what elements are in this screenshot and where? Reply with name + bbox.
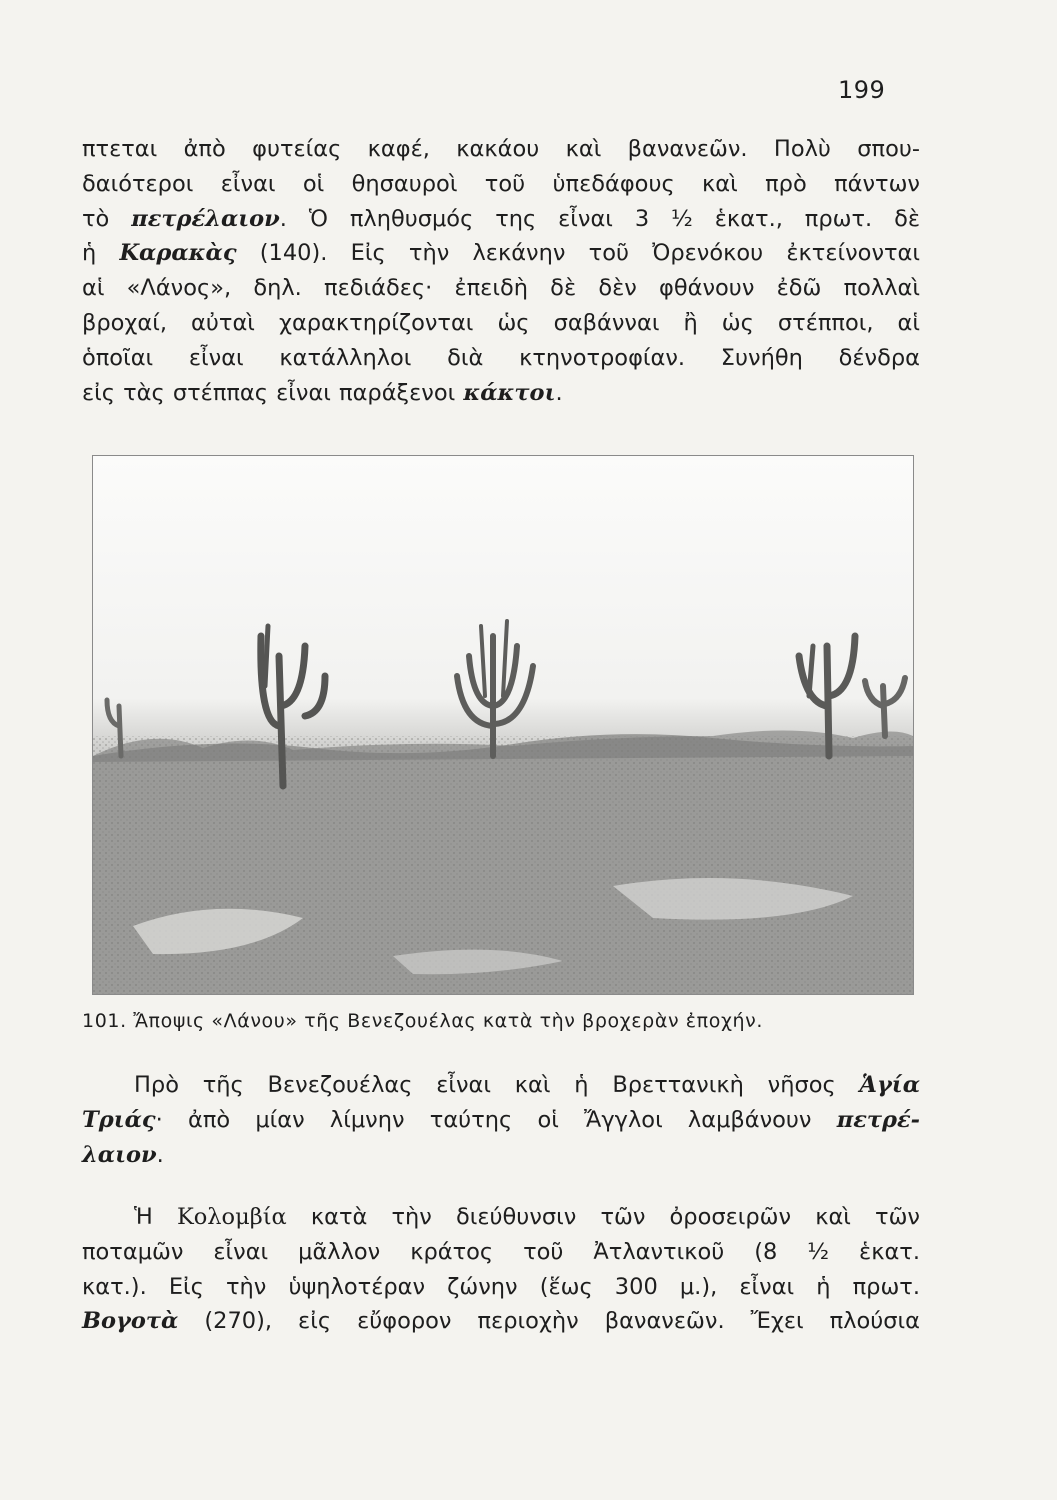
cactus <box>865 678 905 736</box>
text-run: · ἀπὸ μίαν λίμνην ταύτης οἱ Ἄγγλοι λαμβάνουν <box>155 1106 812 1133</box>
text-run: (270), εἰς εὔφορον περιοχὴν βανανεῶν. Ἔχει πλούσια <box>204 1308 920 1335</box>
text-run: κατὰ τὴν διεύθυνσιν τῶν ὀροσειρῶν καὶ τῶν <box>310 1204 920 1230</box>
text-run: Πρὸ τῆς Βενεζουέλας εἶναι καὶ ἡ Βρεττανικὴ νῆσος <box>134 1072 836 1098</box>
photo-illustration <box>93 456 913 994</box>
text-run: τὸ <box>82 205 110 232</box>
text-line: κατ.). Εἰς τὴν ὑψηλοτέραν ζώνην (ἕως 300 μ.), εἶναι ἡ πρωτ. <box>82 1273 920 1300</box>
emphasis-petroleum: πετρέ- <box>836 1106 920 1133</box>
text-line <box>82 202 920 237</box>
emphasis-caracas: Καρακὰς <box>119 240 237 267</box>
figure-caption: 101. Ἄποψις «Λάνου» τῆς Βενεζουέλας κατὰ τὴν βροχερὰν ἐποχήν. <box>82 1010 764 1032</box>
paragraph-1 <box>82 132 920 410</box>
emphasis-bogota: Βογοτὰ <box>82 1308 179 1335</box>
text-line <box>82 1138 920 1173</box>
text-line: δαιότεροι εἶναι οἱ θησαυροὶ τοῦ ὑπεδάφους καὶ πρὸ πάντων <box>82 170 920 197</box>
text-run: ἡ <box>82 240 97 267</box>
text-run: . Ὁ πληθυσμός της εἶναι 3 ½ ἑκατ., πρωτ. δὲ <box>279 205 920 232</box>
emphasis-petroleum: πετρέλαιον <box>131 205 280 232</box>
text-run: Ἡ <box>134 1204 153 1230</box>
text-run: . <box>555 379 563 406</box>
text-line: βροχαί, αὐταὶ χαρακτηρίζονται ὡς σαβάνναι ἢ ὡς στέπποι, αἱ <box>82 309 920 336</box>
text-run: (140). Εἰς τὴν λεκάνην τοῦ Ὀρενόκου ἐκτείνονται <box>259 240 921 267</box>
text-run: . <box>156 1141 164 1168</box>
paragraph-2 <box>82 1068 920 1172</box>
country-name-colombia: Κολομβία <box>176 1204 287 1230</box>
emphasis-trinidad: Ἁγία <box>859 1072 921 1098</box>
text-line <box>82 1103 920 1138</box>
text-line <box>82 236 920 271</box>
paragraph-3 <box>82 1200 920 1339</box>
text-line: ὁποῖαι εἶναι κατάλληλοι διὰ κτηνοτροφίαν. Συνήθη δένδρα <box>82 344 920 371</box>
text-run: εἰς τὰς στέππας εἶναι παράξενοι <box>82 379 456 406</box>
emphasis-cacti: κάκτοι <box>463 379 556 406</box>
text-line: πτεται ἀπὸ φυτείας καφέ, κακάου καὶ βανανεῶν. Πολὺ σπου- <box>82 136 920 162</box>
page-number: 199 <box>838 76 886 104</box>
cactus <box>457 621 533 756</box>
text-line: αἱ «Λάνος», δηλ. πεδιάδες· ἐπειδὴ δὲ δὲν φθάνουν ἐδῶ πολλαὶ <box>82 275 920 302</box>
emphasis-petroleum: λαιον <box>82 1141 157 1168</box>
llanos-photograph <box>92 455 914 995</box>
text-line <box>82 1068 920 1103</box>
text-line: ποταμῶν εἶναι μᾶλλον κράτος τοῦ Ἀτλαντικοῦ (8 ½ ἑκατ. <box>82 1238 920 1265</box>
text-line <box>82 376 920 411</box>
emphasis-trinidad: Τριάς <box>82 1106 156 1133</box>
text-line <box>82 1200 920 1235</box>
text-line <box>82 1304 920 1339</box>
